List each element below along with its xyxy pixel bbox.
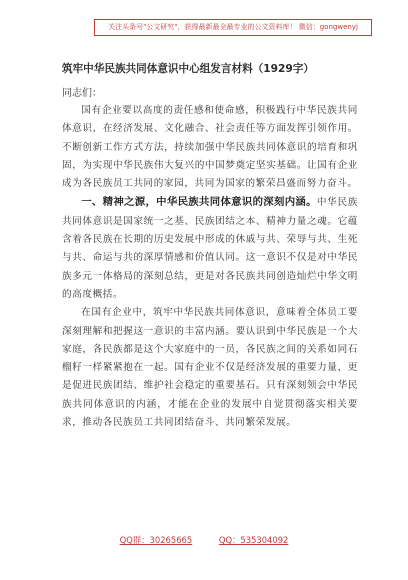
intro-paragraph: 国有企业要以高度的责任感和使命感，积极践行中华民族共同体意识，在经济发展、文化融合、社会责任等方面发挥引领作用。不断创新工作方式方法，持续加强中华民族共同体意识的培育和巩固，为实现中华民族伟大复兴的中国梦奠定坚实基础。让国有企业成为各民族员工共同的家园，共同为国家的繁荣昌盛而努力奋斗。: [62, 105, 358, 190]
greeting: 同志们：: [62, 88, 102, 99]
section1-heading: 一、精神之源，中华民族共同体意识的深刻内涵。: [81, 196, 317, 209]
document-body: [62, 102, 358, 432]
section1-text: 中华民族共同体意识是国家统一之基、民族团结之本、精神力量之魂。它蕴含着各民族在长期的历史发展中形成的休戚与共、荣辱与共、生死与共、命运与共的深厚情感和价值认同。这一意识不仅是对中华民族多元一体格局的深刻总结，更是对各民族共同创造灿烂中华文明的高度概括。: [62, 197, 358, 300]
qq-group-link[interactable]: QQ群：30265665: [119, 535, 193, 545]
section1-paragraph-2: 在国有企业中，筑牢中华民族共同体意识，意味着全体员工要深刻理解和把握这一意识的丰富内涵。要认识到中华民族是一个大家庭，各民族都是这个大家庭中的一员，各民族之间的关系如同石榴籽一样紧紧抱在一起。国有企业不仅是经济发展的重要力量，更是促进民族团结、维护社会稳定的重要基石。只有深刻领会中华民族共同体意识的内涵，才能在企业的发展中自觉贯彻落实相关要求，推动各民族员工共同团结奋斗、共同繁荣发展。: [62, 307, 358, 429]
section1-paragraph: [62, 193, 358, 304]
footer-contact: [0, 534, 408, 546]
qq-link[interactable]: QQ：535304092: [218, 535, 289, 545]
document-title: 筑牢中华民族共同体意识中心组发言材料（1929字）: [62, 63, 314, 75]
header-banner: 关注头条号"公文研究"，获得最新最全最专业的公文资料库！ 微信：gongwenyj: [94, 19, 372, 36]
